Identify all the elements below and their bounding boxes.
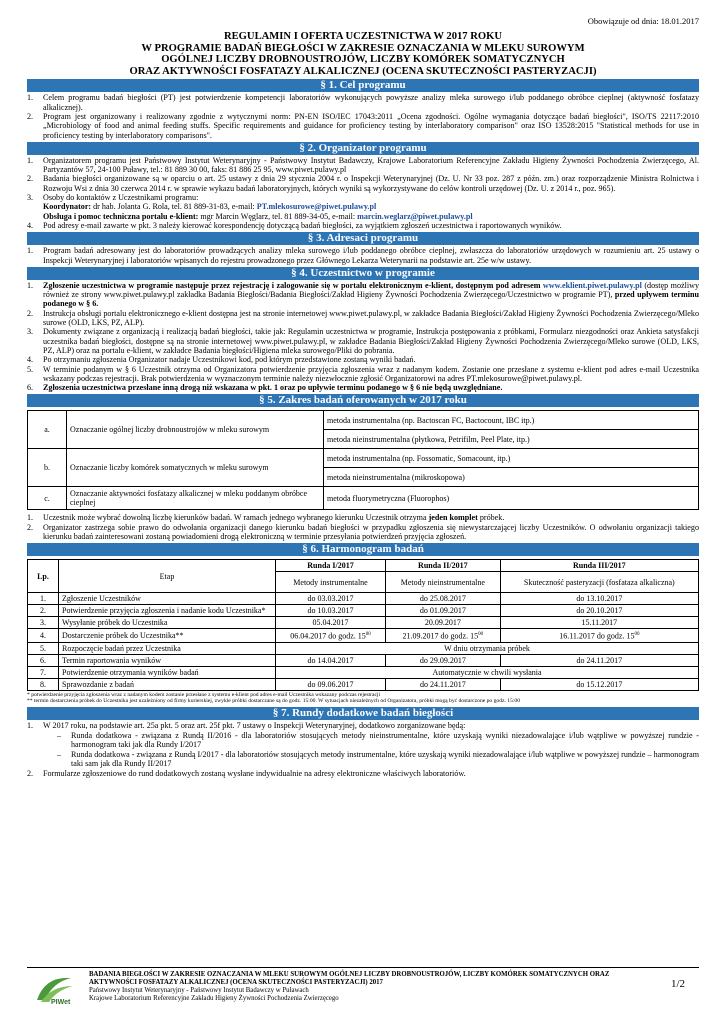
table-cell: metoda instrumentalna (np. Bactoscan FC, Bactocount, IBC itp.) <box>324 411 699 430</box>
table-cell: 6. <box>28 654 59 666</box>
table-cell: a. <box>28 411 67 449</box>
table-cell: do 15.12.2017 <box>500 678 698 690</box>
section-heading-1: § 1. Cel programu <box>27 79 699 92</box>
column-subheader: Metody nieinstrumentalne <box>386 572 501 593</box>
section-7-list-2 <box>27 769 699 778</box>
table-cell: 15.11.2017 <box>500 617 698 629</box>
table-row <box>28 411 699 430</box>
section-1-list <box>27 93 699 139</box>
column-subheader: Metody instrumentalne <box>276 572 386 593</box>
table-cell: 3. <box>28 617 59 629</box>
list-item: 3. Osoby do kontaktów z Uczestnikami programu: Koordynator: dr hab. Jolanta G. Rola, tel. 81 889-31-83, e-mail: PT.mlekosurowe@piwet.pulawy.pl Obsługa i pomoc techniczna portalu e-klient: mgr Marcin Węglarz, tel. 81 889-34-05, e-mail: marcin.weglarz@piwet.pulawy.pl <box>27 193 699 221</box>
list-item: 2. Program jest organizowany i realizowany zgodnie z wytycznymi norm: PN-EN ISO/IEC 17043:2011 „Ocena zgodności. Ogólne wymagania dotyczące badań biegłości", ISO/TS 22117:2010 „Microbiology of food and animal feeding stuffs. Specific requirements and guidance for proficiency testing by interlaboratory comparison" oraz ISO 13528:2015 "Statistical methods for use in proficiency testing by interlaboratory comparisons". <box>27 111 699 140</box>
table-header-row <box>28 560 699 572</box>
section-heading-2: § 2. Organizator programu <box>27 142 699 155</box>
list-item: – Runda dodatkowa - związana z Rundą II/2016 - dla laboratoriów stosujących metody nieinstrumentalne, które uzyskają wyniki niezadowalające i/lub wątpliwe w powyższej rundzie - harmonogram taki jak dla Rundy I/2017 <box>57 731 699 750</box>
table-cell: Sprawozdanie z badań <box>59 678 276 690</box>
table-row <box>28 666 699 678</box>
table-cell: Oznaczanie ogólnej liczby drobnoustrojów w mleku surowym <box>67 411 324 449</box>
list-item: 1. Uczestnik może wybrać dowolną liczbę kierunków badań. W ramach jednego wybranego kierunku Uczestnik otrzyma jeden komplet próbek. <box>27 513 505 523</box>
table-cell: c. <box>28 487 67 510</box>
section-heading-4: § 4. Uczestnictwo w programie <box>27 267 699 280</box>
column-subheader: Skuteczność pasteryzacji (fosfataza alkaliczna) <box>500 572 698 593</box>
table-cell: metoda fluorymetryczna (Fluorophos) <box>324 487 699 510</box>
valid-from: Obowiązuje od dnia: 18.01.2017 <box>587 16 699 26</box>
list-item: 1. W 2017 roku, na podstawie art. 25a pkt. 5 oraz art. 25f pkt. 7 ustawy o Inspekcji Weterynaryjnej, dodatkowo zorganizowane będą: <box>27 720 466 730</box>
table-row <box>28 654 699 666</box>
table-cell: 2. <box>28 605 59 617</box>
table-cell: b. <box>28 449 67 487</box>
document-title <box>27 31 699 77</box>
table-cell: Potwierdzenie otrzymania wyników badań <box>59 666 276 678</box>
title-line: OGÓLNEJ LICZBY DROBNOUSTROJÓW, LICZBY KOMÓREK SOMATYCZNYCH <box>161 54 565 66</box>
table-cell: Zgłoszenie Uczestników <box>59 593 276 605</box>
table-cell: 1. <box>28 593 59 605</box>
section-heading-7: § 7. Rundy dodatkowe badań biegłości <box>27 707 699 720</box>
table-cell: 21.09.2017 do godz. $15^{00}$ <box>386 629 501 643</box>
table-footnotes <box>27 692 699 705</box>
table-cell: Termin raportowania wyników <box>59 654 276 666</box>
table-row <box>28 487 699 510</box>
table-cell: Potwierdzenie przyjęcia zgłoszenia i nadanie kodu Uczestnika* <box>59 605 276 617</box>
list-item: 6. Zgłoszenia uczestnictwa przesłane inną drogą niż wskazana w pkt. 1 oraz po upływie terminu podanego w § 6 nie będą uwzględniane. <box>27 383 503 393</box>
table-cell: metoda instrumentalna (np. Fossomatic, Somacount, itp.) <box>324 449 699 468</box>
table-cell: W dniu otrzymania próbek <box>276 642 699 654</box>
table-cell: 5. <box>28 642 59 654</box>
table-cell: Dostarczenie próbek do Uczestnika** <box>59 629 276 643</box>
table-cell: do 01.09.2017 <box>386 605 501 617</box>
table-cell: 8. <box>28 678 59 690</box>
section-4-list <box>27 281 699 393</box>
section-heading-5: § 5. Zakres badań oferowanych w 2017 roku <box>27 394 699 407</box>
table-cell: do 24.11.2017 <box>386 678 501 690</box>
table-cell: 4. <box>28 629 59 643</box>
logo-text: PIWet <box>51 999 71 1006</box>
footnote: ** termin dostarczenia próbek do Uczestnika jest uzależniony od firmy kurierskiej, zwykle próbki dostarczane są do godz. 15:00. W sytuacjach niezależnych od Organizatora, próbki mogą być dostarczone po godz. 15:00 <box>27 698 521 705</box>
title-line: ORAZ AKTYWNOŚCI FOSFATAZY ALKALICZNEJ (OCENA SKUTECZNOŚCI PASTERYZACJI) <box>129 65 597 77</box>
table-cell: do 25.08.2017 <box>386 593 501 605</box>
table-cell: do 09.06.2017 <box>276 678 386 690</box>
table-cell: do 14.04.2017 <box>276 654 386 666</box>
column-header: Runda I/2017 <box>276 560 386 572</box>
section-7-sublist <box>27 731 699 768</box>
title-line: W PROGRAMIE BADAŃ BIEGŁOŚCI W ZAKRESIE OZNACZANIA W MLEKU SUROWYM <box>141 42 585 54</box>
table-cell: Automatycznie w chwili wysłania <box>276 666 699 678</box>
title-line: REGULAMIN I OFERTA UCZESTNICTWA W 2017 ROKU <box>223 31 503 42</box>
list-item: 2. Formularze zgłoszeniowe do rund dodatkowych zostaną wysłane indywidualnie na adresy elektroniczne właściwych laboratoriów. <box>27 769 466 779</box>
footer-line: Państwowy Instytut Weterynaryjny - Państwowy Instytut Badawczy w Puławach <box>89 987 309 994</box>
support-email-link[interactable]: marcin.weglarz@piwet.pulawy.pl <box>357 211 473 221</box>
table-row <box>28 678 699 690</box>
table-cell: Wysyłanie próbek do Uczestnika <box>59 617 276 629</box>
list-item: 2. Badania biegłości organizowane są w oparciu o art. 25 ustawy z dnia 29 stycznia 2004 r. o Inspekcji Weterynaryjnej (Dz. U. Nr 33 poz. 287 z późn. zm.) oraz rozporządzenie Ministra Rolnictwa i Rozwoju Wsi z dnia 30 czerwca 2014 r. w sprawie wykazu badań laboratoryjnych, których wyniki są wykorzystywane do celów kontroli urzędowej (Dz. U. z 2014 r., poz. 965). <box>27 174 699 193</box>
footer-line: Krajowe Laboratorium Referencyjne Zakładu Higieny Żywności Pochodzenia Zwierzęcego <box>89 995 339 1002</box>
table-cell: Oznaczanie aktywności fosfatazy alkalicznej w mleku poddanym obróbce cieplnej <box>67 487 324 510</box>
table-row <box>28 629 699 643</box>
list-item: 4. Po otrzymaniu zgłoszenia Organizator nadaje Uczestnikowi kod, pod którym przedstawione zostaną wyniki badań. <box>27 355 416 365</box>
section-heading-6: § 6. Harmonogram badań <box>27 543 699 556</box>
list-item: – Runda dodatkowa - związana z Rundą I/2017 - dla laboratoriów stosujących metody instrumentalne, które uzyskają wyniki niezadowalające i/lub wątpliwe w powyższej rundzie – harmonogram taki sam jak dla Rundy II/2017 <box>57 749 699 768</box>
section-heading-3: § 3. Adresaci programu <box>27 232 699 245</box>
list-item: 1. Organizatorem programu jest Państwowy Instytut Weterynaryjny - Państwowy Instytut Badawczy, Krajowe Laboratorium Referencyjne Zakładu Higieny Żywności Pochodzenia Zwierzęcego, Al. Partyzantów 57, 24-100 Puławy, tel.: 81 889 30 00, faks: 81 886 25 95, www.piwet.pulawy.pl <box>27 155 699 175</box>
section-3-list <box>27 246 699 265</box>
schedule-table <box>27 559 699 691</box>
list-item: 2. Instrukcja obsługi portalu elektronicznego e-klient dostępna jest na stronie internetowej www.piwet.pulawy.pl, w zakładce Badania Biegłości/Zakład Higieny Żywności Pochodzenia Zwierzęcego/Mleko surowe (OLD, LKS, PZ, ALP). <box>27 308 699 328</box>
list-item: 1. Zgłoszenie uczestnictwa w programie następuje przez rejestrację i zalogowanie się w portalu elektronicznym e-klient, dostępnym pod adresem www.eklient.piwet.pulawy.pl (dostęp możliwy również ze strony www.piwet.pulawy.pl zakładka Badania Biegłości/Badania Biegłości/Zakład Higieny Żywności Pochodzenia Zwierzęcego/Uczestnictwo w programie PT), przed upływem terminu podanego w § 6. <box>27 280 699 309</box>
table-cell: Rozpoczęcie badań przez Uczestnika <box>59 642 276 654</box>
list-item: 5. W terminie podanym w § 6 Uczestnik otrzyma od Organizatora potwierdzenie przyjęcia zgłoszenia wraz z nadanym kodem. Zostanie one przesłane z systemu e-klient pod adres e-mail Uczestnika wskazany podczas rejestracji. Brak potwierdzenia w wyznaczonym terminie należy niezwłocznie zgłosić Organizatorowi na adres PT.mlekosurowe@piwet.pulawy.pl. <box>27 364 699 383</box>
table-cell: 06.04.2017 do godz. $15^{00}$ <box>276 629 386 643</box>
table-cell: 7. <box>28 666 59 678</box>
section-2-list <box>27 156 699 230</box>
table-cell: 20.09.2017 <box>386 617 501 629</box>
coordinator-email-link[interactable]: PT.mlekosurowe@piwet.pulawy.pl <box>256 202 377 212</box>
table-cell: do 03.03.2017 <box>276 593 386 605</box>
page-number: 1/2 <box>670 978 685 990</box>
coordinator-line: Koordynator: dr hab. Jolanta G. Rola, tel. 81 889-31-83, e-mail: PT.mlekosurowe@piwet.pulawy.pl <box>43 202 377 212</box>
footer-text <box>89 971 649 1003</box>
table-row <box>28 617 699 629</box>
table-cell: 05.04.2017 <box>276 617 386 629</box>
table-cell: do 10.03.2017 <box>276 605 386 617</box>
table-row <box>28 593 699 605</box>
footer-line: BADANIA BIEGŁOŚCI W ZAKRESIE OZNACZANIA W MLEKU SUROWYM OGÓLNEJ LICZBY DROBNOUSTROJÓW, LICZBY KOMÓREK SOMATYCZNYCH ORAZ AKTYWNOŚCI FOSFATAZY ALKALICZNEJ (OCENA SKUTECZNOŚCI PASTERYZACJI) 2017 <box>89 971 610 986</box>
scope-table <box>27 410 699 510</box>
table-row <box>28 449 699 468</box>
table-cell: Oznaczanie liczby komórek somatycznych w mleku surowym <box>67 449 324 487</box>
table-cell: metoda nieinstrumentalna (mikroskopowa) <box>324 468 699 487</box>
document-page <box>27 10 699 780</box>
eklient-link[interactable]: www.eklient.piwet.pulawy.pl <box>542 280 642 290</box>
list-item: 1. Program badań adresowany jest do laboratoriów prowadzących analizy mleka surowego i/lub poddanego obróbce cieplnej, zwłaszcza do laboratoriów urzędowych w rozumieniu art. 25 ustawy o Inspekcji Weterynaryjnej i laboratoriów wpisanych do rejestru prowadzonego przez Głównego Lekarza Weterynarii na podstawie art. 25e w/w ustawy. <box>27 246 699 265</box>
table-row <box>28 642 699 654</box>
table-cell: do 20.10.2017 <box>500 605 698 617</box>
column-header: Runda III/2017 <box>500 560 698 572</box>
page-footer <box>27 967 699 1006</box>
table-cell: 16.11.2017 do godz. $15^{00}$ <box>500 629 698 643</box>
table-row <box>28 605 699 617</box>
section-7-list <box>27 721 699 730</box>
footnote: * potwierdzenie przyjęcia zgłoszenia wraz z nadanym kodem zostanie przesłane z systemu e-klient pod adres e-mail Uczestnika wskazany podczas rejestracji <box>27 691 381 698</box>
column-header: Runda II/2017 <box>386 560 501 572</box>
list-item: 1. Celem programu badań biegłości (PT) jest potwierdzenie kompetencji laboratoriów wykonujących powyższe analizy mleka surowego i/lub poddanego obróbce cieplnej (aktywność fosfatazy alkalicznej). <box>27 93 699 112</box>
list-item: 3. Dokumenty związane z organizacją i realizacją badań biegłości, takie jak: Regulamin uczestnictwa w programie, Instrukcja postępowania z próbkami, Formularz niezgodności oraz Ankieta satysfakcji uczestnika badań biegłości, dostępne są na stronie internetowej www.piwet.pulawy.pl, w zakładce Badania Biegłości/Zakład Higieny Żywności Pochodzenia Zwierzęcego/Mleko surowe (OLD, LKS, PZ, ALP) oraz na portalu e-klient, w zakładce Badania biegłości/Higiena mleka surowego/Pliki do pobrania. <box>27 327 699 355</box>
table-cell: metoda nieinstrumentalna (płytkowa, Petrifilm, Peel Plate, itp.) <box>324 430 699 449</box>
list-item: 2. Organizator zastrzega sobie prawo do odwołania organizacji danego kierunku badań biegłości w przypadku zgłoszenia się niewystarczającej liczby Uczestników. O odwołaniu organizacji takiego kierunku badań zainteresowani zostaną powiadomieni drogą elektroniczną w terminie przesyłania potwierdzeń przyjęcia zgłoszeń. <box>27 522 699 541</box>
column-header: Lp. <box>28 560 59 593</box>
section-5-notes <box>27 513 699 541</box>
list-item: 4. Pod adresy e-mail zawarte w pkt. 3 należy kierować korespondencję dotyczącą badań biegłości, za wyjątkiem zgłoszeń uczestnictwa i raportowanych wyników. <box>27 220 562 230</box>
piwet-logo-icon <box>31 972 77 1006</box>
table-cell: do 13.10.2017 <box>500 593 698 605</box>
column-header: Etap <box>59 560 276 593</box>
table-cell: do 24.11.2017 <box>500 654 698 666</box>
table-cell: do 29.09.2017 <box>386 654 501 666</box>
support-line: Obsługa i pomoc techniczna portalu e-klient: mgr Marcin Węglarz, tel. 81 889-34-05, e-mail: marcin.weglarz@piwet.pulawy.pl <box>43 211 473 221</box>
